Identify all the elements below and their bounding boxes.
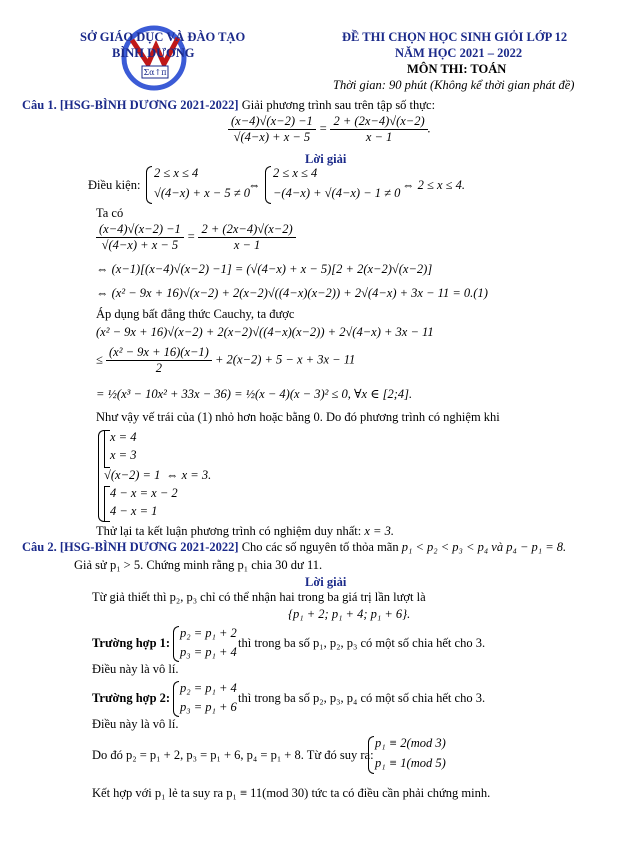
- q1-cauchy-l2-rest: + 2(x−2) + 5 − x + 3x − 11: [214, 352, 356, 367]
- q1-cond-b1: 2 ≤ x ≤ 4: [273, 166, 318, 180]
- q2-mod-b: p₁ ≡ 1(mod 5): [375, 756, 446, 770]
- q2-mod-a: p₁ ≡ 2(mod 3): [375, 736, 446, 750]
- q2-absurd2: Điều này là vô lí.: [92, 717, 179, 731]
- q2-set: {p₁ + 2; p₁ + 4; p₁ + 6}.: [288, 607, 411, 621]
- q1-eq-lhs-num: (x−4)√(x−2) −1: [228, 114, 316, 130]
- q1-cond-label: Điều kiện:: [88, 178, 141, 192]
- q1-equiv-line2: ⇔ (x² − 9x + 16)√(x−2) + 2(x−2)√((4−x)(x−2)) + 2√(4−x) + 3x − 11 = 0.(1): [96, 286, 488, 300]
- q1-solution-title: Lời giải: [305, 152, 347, 166]
- q1-cond-a2: √(4−x) + x − 5 ≠ 0: [154, 186, 250, 200]
- q2-case1-a: p₂ = p₁ + 2: [180, 626, 237, 640]
- q2-case2-brace: [173, 681, 179, 717]
- q1-cauchy-l2-num: (x² − 9x + 16)(x−1): [106, 345, 212, 361]
- q2-case2-label: Trường hợp 2:: [92, 691, 171, 705]
- q2-absurd1: Điều này là vô lí.: [92, 662, 179, 676]
- q2-case1-text: thì trong ba số p₁, p₂, p₃ có một số chia hết cho 3.: [238, 636, 486, 650]
- header-subject: MÔN THI: TOÁN: [407, 62, 507, 76]
- q1-cond-equiv: ⇔: [248, 178, 261, 192]
- q1-cond-brace-a: [146, 166, 152, 204]
- q1-eq-rhs-den: x − 1: [365, 130, 393, 144]
- q1-case-1: x = 3: [110, 448, 137, 462]
- header-province: BÌNH DƯƠNG: [112, 46, 195, 60]
- q2-case2-a: p₂ = p₁ + 4: [180, 681, 237, 695]
- q1-cauchy-line1: (x² − 9x + 16)√(x−2) + 2(x−2)√((4−x)(x−2)) + 2√(4−x) + 3x − 11: [96, 325, 434, 339]
- q1-case-0: x = 4: [110, 430, 137, 444]
- q2-case1-b: p₃ = p₁ + 4: [180, 645, 237, 659]
- q1-rep-rhs-den: x − 1: [233, 238, 261, 252]
- q1-cond-b2: −(4−x) + √(4−x) − 1 ≠ 0: [273, 186, 401, 200]
- q1-final: [96, 524, 394, 539]
- q1-eq-lhs-den: √(4−x) + x − 5: [233, 130, 311, 144]
- q2-combine: Kết hợp với p₁ lẻ ta suy ra p₁ ≡ 11(mod 30) tức ta có điều cần phải chứng minh.: [92, 786, 491, 800]
- q1-case-3: 4 − x = x − 2: [110, 486, 178, 500]
- q2-label: Câu 2. [HSG-BÌNH DƯƠNG 2021-2022]: [22, 540, 239, 554]
- q1-cond-brace-b: [265, 166, 271, 204]
- q1-eq-rhs-num: 2 + (2x−4)√(x−2): [330, 114, 427, 130]
- q1-cond-a1: 2 ≤ x ≤ 4: [154, 166, 199, 180]
- q1-case-4: 4 − x = 1: [110, 504, 158, 518]
- q1-cond-result: ⇔ 2 ≤ x ≤ 4.: [402, 178, 466, 192]
- q1-cauchy-l2-den: 2: [155, 361, 163, 375]
- svg-text:Σα↑π: Σα↑π: [143, 68, 167, 77]
- q2-intro: Từ giả thiết thì p₂, p₃ chỉ có thể nhận hai trong ba giá trị lần lượt là: [92, 590, 426, 604]
- q1-cauchy-line2: ≤ $\frac{\text{(x² − 9x + 16)(x−1)}}{2}$ + 2(x−2) + 5 − x + 3x − 11: [96, 345, 356, 375]
- q1-cases-result: ⇔ x = 3.: [166, 468, 212, 482]
- q1-rep-rhs-num: 2 + (2x−4)√(x−2): [198, 222, 295, 238]
- q2-therefore: Do đó p₂ = p₁ + 2, p₃ = p₁ + 6, p₄ = p₁ + 8. Từ đó suy ra:: [92, 748, 374, 762]
- q1-equation: $\frac{(x-4)√(x-2) -1}{√(4-x) + x - 5}$ = $\frac{2 + (2x-4)√(x-2)}{x - 1}$ .: [228, 114, 431, 145]
- header-exam-title: ĐỀ THI CHỌN HỌC SINH GIỎI LỚP 12: [342, 30, 568, 44]
- q1-rep-lhs-num: (x−4)√(x−2) −1: [96, 222, 184, 238]
- q2-case2-text: thì trong ba số p₂, p₃, p₄ có một số chia hết cho 3.: [238, 691, 486, 705]
- q1-final-text: Thử lại ta kết luận phương trình có nghiệm duy nhất:: [96, 524, 362, 538]
- q1-equiv-line1: ⇔ (x−1)[(x−4)√(x−2) −1] = (√(4−x) + x − 5)[2 + 2(x−2)√(x−2)]: [96, 262, 433, 276]
- q2-prompt-math: p₁ < p₂ < p₃ < p₄ và p₄ − p₁ = 8.: [401, 540, 567, 554]
- q1-case-2: √(x−2) = 1: [104, 468, 161, 482]
- header-dept: SỞ GIÁO DỤC VÀ ĐÀO TẠO: [80, 30, 246, 44]
- q1-prompt: Giải phương trình sau trên tập số thực:: [241, 98, 436, 112]
- q2-case2-b: p₃ = p₁ + 6: [180, 700, 237, 714]
- q2-heading: [22, 540, 566, 555]
- q1-equation-repeat: $\frac{(x-4)√(x-2) -1}{√(4-x) + x - 5}$ = $\frac{2 + (2x-4)√(x-2)}{x - 1}$: [96, 222, 296, 253]
- q1-rep-lhs-den: √(4−x) + x − 5: [101, 238, 179, 252]
- q1-cauchy-line3: = ½(x³ − 10x² + 33x − 36) = ½(x − 4)(x − 3)² ≤ 0, ∀x ∈ [2;4].: [96, 387, 413, 401]
- header-year: NĂM HỌC 2021 – 2022: [395, 46, 523, 60]
- q2-case1-brace: [173, 626, 179, 662]
- q1-label: Câu 1. [HSG-BÌNH DƯƠNG 2021-2022]: [22, 98, 239, 112]
- q1-cauchy-intro: Áp dụng bất đẳng thức Cauchy, ta được: [96, 307, 295, 321]
- q1-final-value: x = 3.: [364, 524, 394, 538]
- q2-prompt: Cho các số nguyên tố thỏa mãn: [241, 540, 399, 554]
- q1-heading: [22, 98, 435, 113]
- q2-prompt2: Giả sử p₁ > 5. Chứng minh rằng p₁ chia 30 dư 11.: [74, 558, 323, 572]
- q1-ta-co: Ta có: [96, 206, 124, 220]
- q1-conclusion: Như vậy vế trái của (1) nhỏ hơn hoặc bằng 0. Do đó phương trình có nghiệm khi: [96, 410, 500, 424]
- q2-solution-title: Lời giải: [305, 575, 347, 589]
- header-time: Thời gian: 90 phút (Không kể thời gian phát đề): [333, 78, 575, 92]
- q2-mod-brace: [368, 736, 374, 774]
- q2-case1-label: Trường hợp 1:: [92, 636, 171, 650]
